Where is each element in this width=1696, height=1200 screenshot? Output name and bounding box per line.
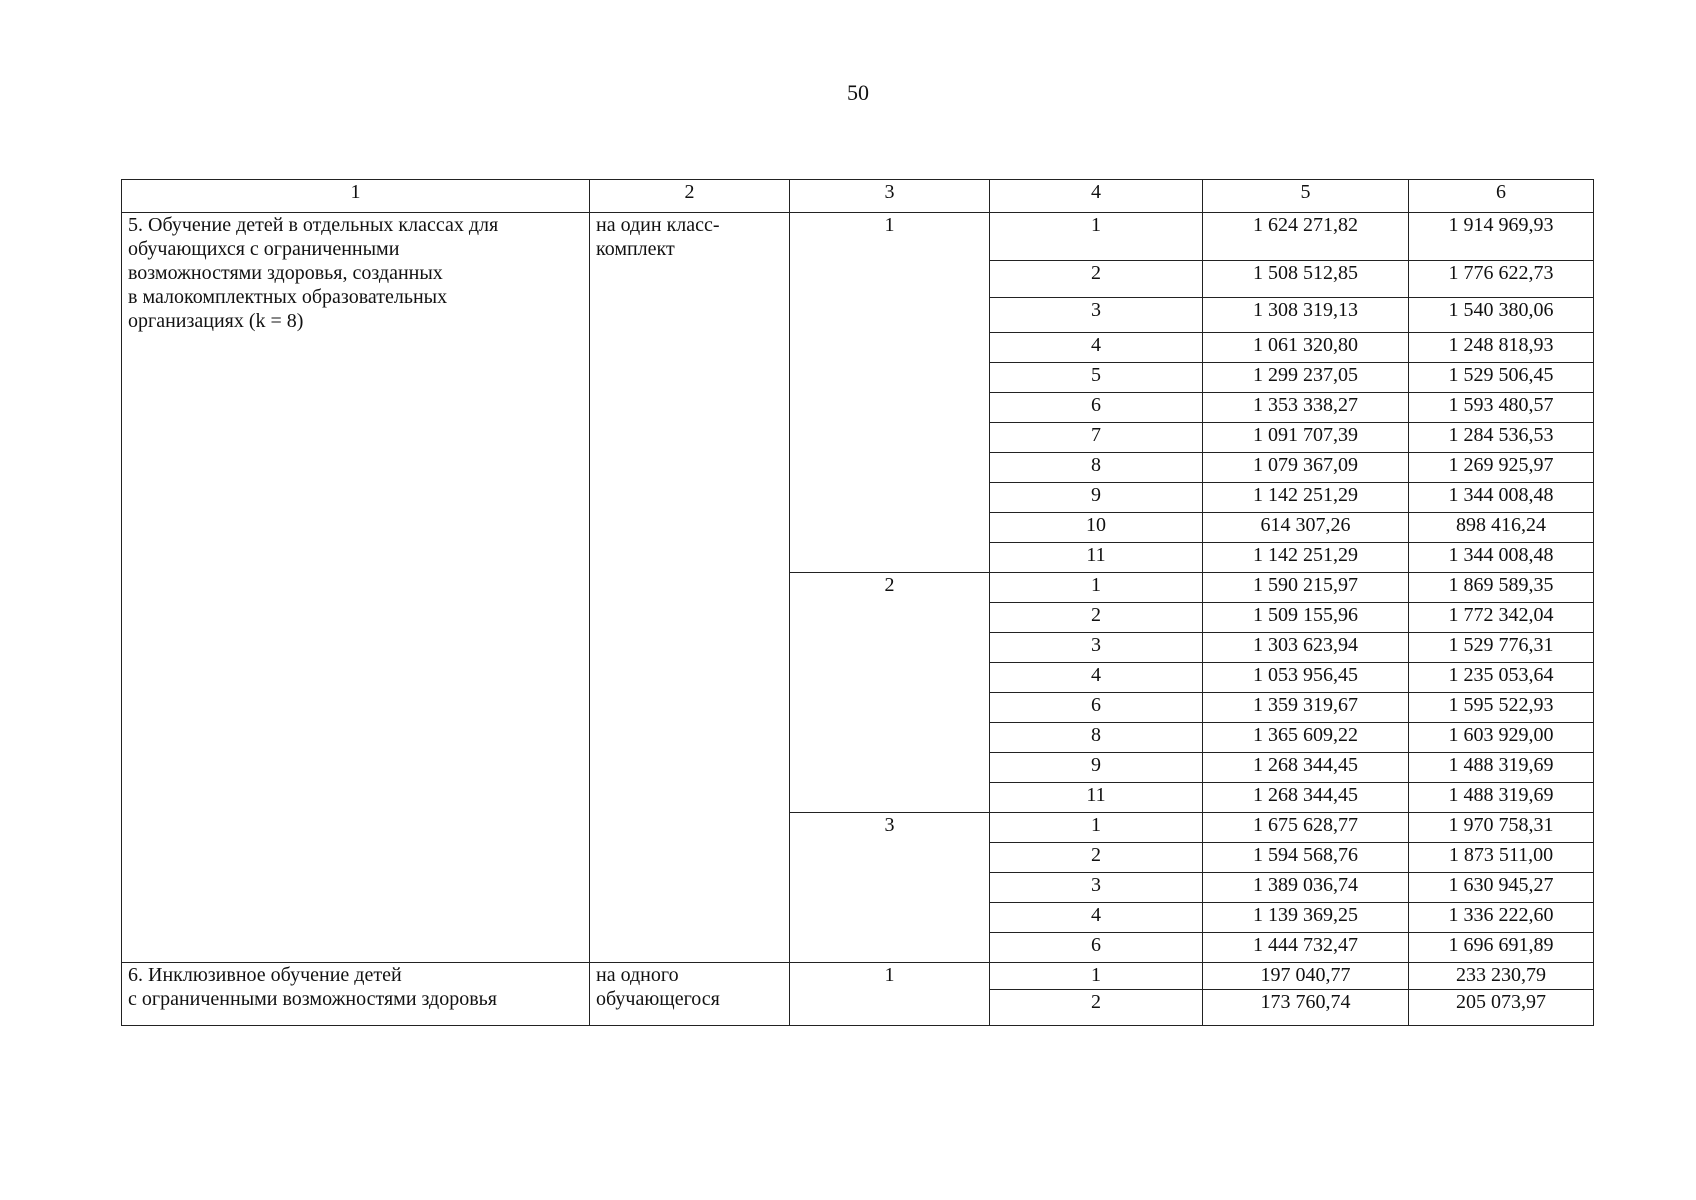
row-index-cell: 1 (990, 573, 1203, 603)
row-index-cell: 2 (990, 843, 1203, 873)
row-index-cell: 4 (990, 903, 1203, 933)
value-col5-cell: 1 079 367,09 (1203, 453, 1409, 483)
row-index-cell: 2 (990, 261, 1203, 298)
value-col6-cell: 1 284 536,53 (1409, 423, 1594, 453)
row-index-cell: 7 (990, 423, 1203, 453)
section-title-line: организациях (k = 8) (128, 310, 304, 332)
section-title-line: в малокомплектных образовательных (128, 286, 448, 308)
column-header: 1 (122, 180, 590, 213)
column-header-row (122, 180, 1594, 213)
row-index-cell: 5 (990, 363, 1203, 393)
value-col5-cell: 1 142 251,29 (1203, 483, 1409, 513)
group-label: 3 (790, 813, 990, 963)
value-col6-cell: 1 776 622,73 (1409, 261, 1594, 298)
value-col5-cell: 1 308 319,13 (1203, 298, 1409, 333)
value-col5-cell: 1 444 732,47 (1203, 933, 1409, 963)
value-col5-cell: 1 303 623,94 (1203, 633, 1409, 663)
value-col6-cell: 1 540 380,06 (1409, 298, 1594, 333)
value-col6-cell: 1 696 691,89 (1409, 933, 1594, 963)
row-index-cell: 9 (990, 483, 1203, 513)
value-col6-cell: 233 230,79 (1409, 963, 1594, 990)
value-col5-cell: 1 359 319,67 (1203, 693, 1409, 723)
data-table (121, 179, 1594, 1026)
row-index-cell: 6 (990, 933, 1203, 963)
value-col6-cell: 1 970 758,31 (1409, 813, 1594, 843)
value-col6-cell: 1 595 522,93 (1409, 693, 1594, 723)
row-index-cell: 11 (990, 783, 1203, 813)
value-col6-cell: 1 235 053,64 (1409, 663, 1594, 693)
row-index-cell: 2 (990, 990, 1203, 1026)
row-index-cell: 9 (990, 753, 1203, 783)
column-header: 4 (990, 180, 1203, 213)
group-label: 1 (790, 213, 990, 573)
value-col5-cell: 1 624 271,82 (1203, 213, 1409, 261)
value-col5-cell: 1 509 155,96 (1203, 603, 1409, 633)
value-col6-cell: 1 630 945,27 (1409, 873, 1594, 903)
value-col5-cell: 1 389 036,74 (1203, 873, 1409, 903)
value-col6-cell: 1 529 776,31 (1409, 633, 1594, 663)
unit-line: на один класс- (596, 214, 720, 236)
value-col5-cell: 1 590 215,97 (1203, 573, 1409, 603)
value-col6-cell: 1 248 818,93 (1409, 333, 1594, 363)
value-col5-cell: 1 091 707,39 (1203, 423, 1409, 453)
value-col5-cell: 1 053 956,45 (1203, 663, 1409, 693)
row-index-cell: 1 (990, 963, 1203, 990)
value-col5-cell: 1 365 609,22 (1203, 723, 1409, 753)
value-col5-cell: 1 594 568,76 (1203, 843, 1409, 873)
value-col5-cell: 614 307,26 (1203, 513, 1409, 543)
value-col6-cell: 1 603 929,00 (1409, 723, 1594, 753)
value-col6-cell: 1 873 511,00 (1409, 843, 1594, 873)
value-col5-cell: 1 139 369,25 (1203, 903, 1409, 933)
section-title-line: 5. Обучение детей в отдельных классах для (128, 214, 499, 236)
row-index-cell: 6 (990, 693, 1203, 723)
row-index-cell: 2 (990, 603, 1203, 633)
value-col5-cell: 1 268 344,45 (1203, 783, 1409, 813)
row-index-cell: 6 (990, 393, 1203, 423)
unit-line: на одного (596, 964, 679, 986)
column-header: 5 (1203, 180, 1409, 213)
group-label: 2 (790, 573, 990, 813)
value-col5-cell: 1 299 237,05 (1203, 363, 1409, 393)
section-title-line: 6. Инклюзивное обучение детей (128, 964, 402, 986)
row-index-cell: 8 (990, 453, 1203, 483)
table-row (122, 213, 1594, 261)
row-index-cell: 3 (990, 298, 1203, 333)
value-col6-cell: 1 269 925,97 (1409, 453, 1594, 483)
row-index-cell: 8 (990, 723, 1203, 753)
value-col5-cell: 1 061 320,80 (1203, 333, 1409, 363)
value-col6-cell: 1 488 319,69 (1409, 753, 1594, 783)
value-col6-cell: 898 416,24 (1409, 513, 1594, 543)
value-col6-cell: 1 344 008,48 (1409, 483, 1594, 513)
section-title-line: возможностями здоровья, созданных (128, 262, 443, 284)
section-title-line: с ограниченными возможностями здоровья (128, 988, 497, 1010)
column-header: 2 (590, 180, 790, 213)
row-index-cell: 4 (990, 663, 1203, 693)
section-title-line: обучающихся с ограниченными (128, 238, 400, 260)
column-header: 6 (1409, 180, 1594, 213)
section-title (122, 213, 590, 963)
value-col5-cell: 173 760,74 (1203, 990, 1409, 1026)
value-col6-cell: 1 488 319,69 (1409, 783, 1594, 813)
row-index-cell: 4 (990, 333, 1203, 363)
group-label: 1 (790, 963, 990, 1026)
value-col5-cell: 1 675 628,77 (1203, 813, 1409, 843)
unit-cell (590, 213, 790, 963)
table-row (122, 963, 1594, 990)
unit-line: обучающегося (596, 988, 720, 1010)
column-header: 3 (790, 180, 990, 213)
value-col5-cell: 1 268 344,45 (1203, 753, 1409, 783)
row-index-cell: 1 (990, 213, 1203, 261)
section-title (122, 963, 590, 1026)
value-col5-cell: 1 508 512,85 (1203, 261, 1409, 298)
row-index-cell: 1 (990, 813, 1203, 843)
row-index-cell: 10 (990, 513, 1203, 543)
unit-cell (590, 963, 790, 1026)
row-index-cell: 11 (990, 543, 1203, 573)
row-index-cell: 3 (990, 633, 1203, 663)
row-index-cell: 3 (990, 873, 1203, 903)
page-number: 50 (847, 80, 869, 105)
value-col6-cell: 1 529 506,45 (1409, 363, 1594, 393)
value-col6-cell: 1 869 589,35 (1409, 573, 1594, 603)
value-col5-cell: 1 353 338,27 (1203, 393, 1409, 423)
value-col6-cell: 1 772 342,04 (1409, 603, 1594, 633)
value-col6-cell: 1 914 969,93 (1409, 213, 1594, 261)
value-col6-cell: 205 073,97 (1409, 990, 1594, 1026)
value-col5-cell: 197 040,77 (1203, 963, 1409, 990)
unit-line: комплект (596, 238, 675, 260)
value-col6-cell: 1 336 222,60 (1409, 903, 1594, 933)
value-col5-cell: 1 142 251,29 (1203, 543, 1409, 573)
value-col6-cell: 1 344 008,48 (1409, 543, 1594, 573)
value-col6-cell: 1 593 480,57 (1409, 393, 1594, 423)
